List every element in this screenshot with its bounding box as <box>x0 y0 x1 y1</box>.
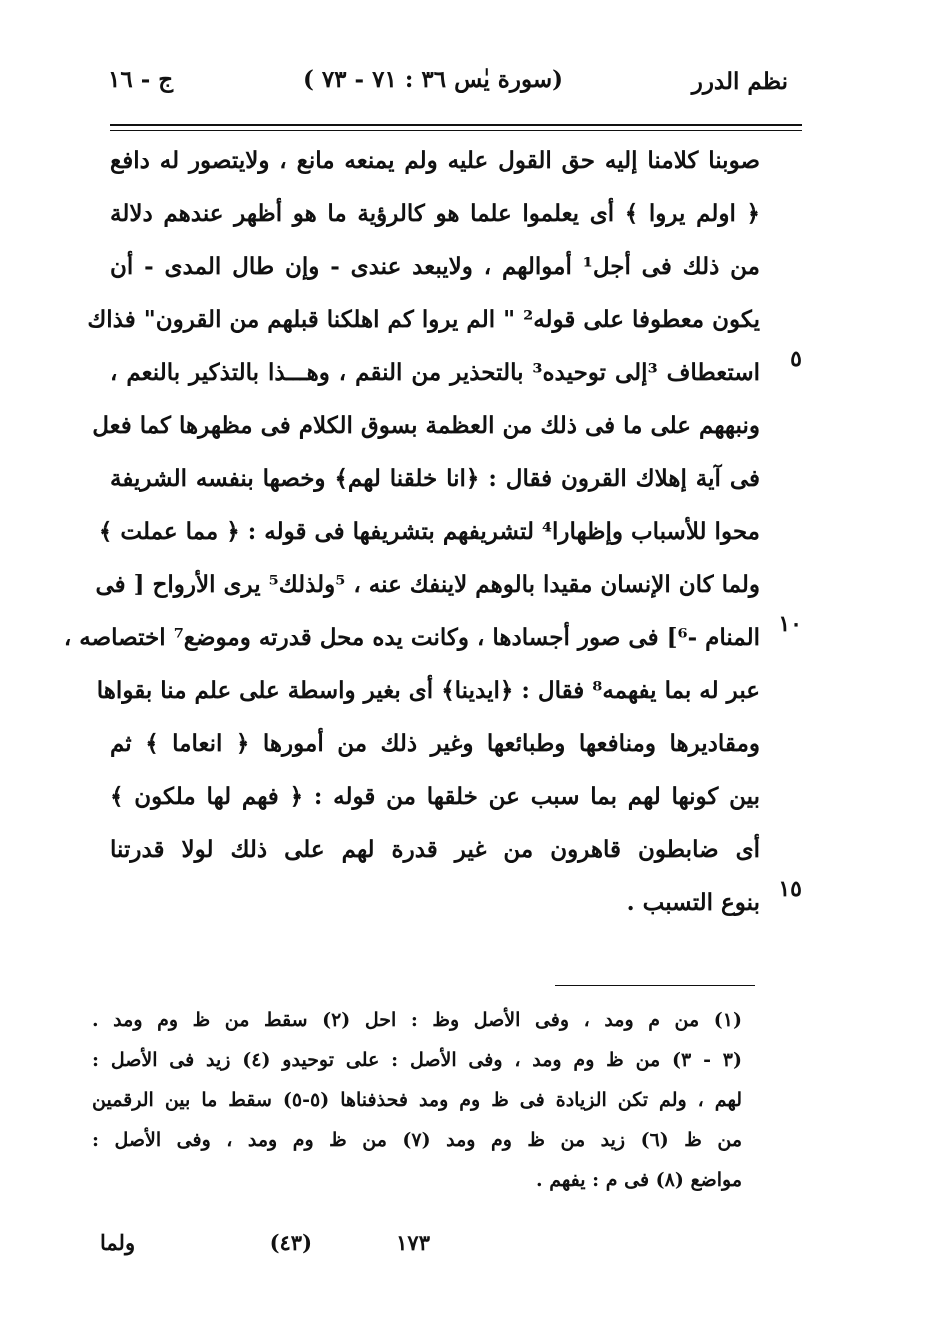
text-line: بنوع التسبب . <box>626 889 760 916</box>
page-number: ١٧٣ <box>396 1230 430 1255</box>
text-line: ﴿ اولم يروا ﴾ أى يعلموا علما هو كالرؤية ما هو أظهر عندهم دلالة <box>110 200 760 227</box>
footnote-line: (٣ - ٣) من ظ وم ومد ، وفى الأصل : على توحيدو (٤) زيد فى الأصل : <box>92 1049 742 1071</box>
footnote-line: مواضع (٨) فى م : يفهم . <box>535 1169 742 1191</box>
line-number: ١٥ <box>778 876 802 902</box>
main-text <box>63 134 802 929</box>
header-rule <box>110 124 802 126</box>
page-footer <box>100 1230 430 1270</box>
text-line: فى آية إهلاك القرون فقال : ﴿انا خلقنا لهم﴾ وخصها بنفسه الشريفة <box>110 465 760 492</box>
running-header <box>108 62 788 112</box>
footnotes <box>92 1000 742 1200</box>
surah-reference: (سورة يٰس ٣٦ : ٧١ - ٧٣ ) <box>302 66 563 93</box>
footnote-line: لهم ، ولم تكن الزيادة فى ظ وم ومد فحذفناها (٥-٥) سقط ما بين الرقمين <box>92 1089 743 1111</box>
catchword: ولما <box>100 1230 136 1255</box>
text-line: ومقاديرها ومنافعها وطبائعها وغير ذلك من أمورها ﴿ انعاما ﴾ ثم <box>110 730 760 757</box>
text-line: استعطاف ³إلى توحيده³ بالتحذير من النقم ، وهـــذا بالتذكير بالنعم ، <box>110 359 760 386</box>
line-number: ٥ <box>790 346 802 372</box>
text-line: يكون معطوفا على قوله² " الم يروا كم اهلكنا قبلهم من القرون" فذاك <box>87 306 760 333</box>
footnote-separator <box>555 985 755 986</box>
text-line: ولما كان الإنسان مقيدا بالوهم لاينفك عنه ، ⁵ولذلك⁵ يرى الأرواح [ فى <box>95 571 760 598</box>
text-line: من ذلك فى أجل¹ أموالهم ، ولايبعد عندى - وإن طال المدى - أن <box>110 253 760 280</box>
header-rule-thin <box>110 130 802 131</box>
text-line: بين كونها لهم بما سبب عن خلقها من قوله : ﴿ فهم لها ملكون ﴾ <box>110 783 760 810</box>
text-line: ونبههم على ما فى ذلك من العظمة بسوق الكلام فى مظهرها كما فعل <box>92 412 760 439</box>
text-line: المنام -⁶] فى صور أجسادها ، وكانت يده محل قدرته وموضع⁷ اختصاصه ، <box>63 624 760 651</box>
footnote-line: (١) من م ومد ، وفى الأصل وظ : احل (٢) سقط من ظ وم ومد . <box>92 1009 742 1031</box>
book-title: نظم الدرر <box>691 68 788 95</box>
text-line: أى ضابطون قاهرون من غير قدرة لهم على ذلك لولا قدرتنا <box>110 836 760 863</box>
text-line: صوبنا كلامنا إليه حق القول عليه ولم يمنعه مانع ، ولايتصور له دافع <box>110 147 760 174</box>
signature-mark: (٤٣) <box>269 1230 312 1255</box>
volume-label: ج - ١٦ <box>108 66 174 93</box>
text-line: محوا للأسباب وإظهارا⁴ لتشريفهم بتشريفها فى قوله : ﴿ مما عملت ﴾ <box>98 518 760 545</box>
text-line: عبر له بما يفهمه⁸ فقال : ﴿ايدينا﴾ أى بغير واسطة على علم منا بقواها <box>96 677 760 704</box>
footnote-line: من ظ (٦) زيد من ظ وم ومد (٧) من ظ وم ومد ، وفى الأصل : <box>92 1129 742 1151</box>
line-number: ١٠ <box>778 611 802 637</box>
